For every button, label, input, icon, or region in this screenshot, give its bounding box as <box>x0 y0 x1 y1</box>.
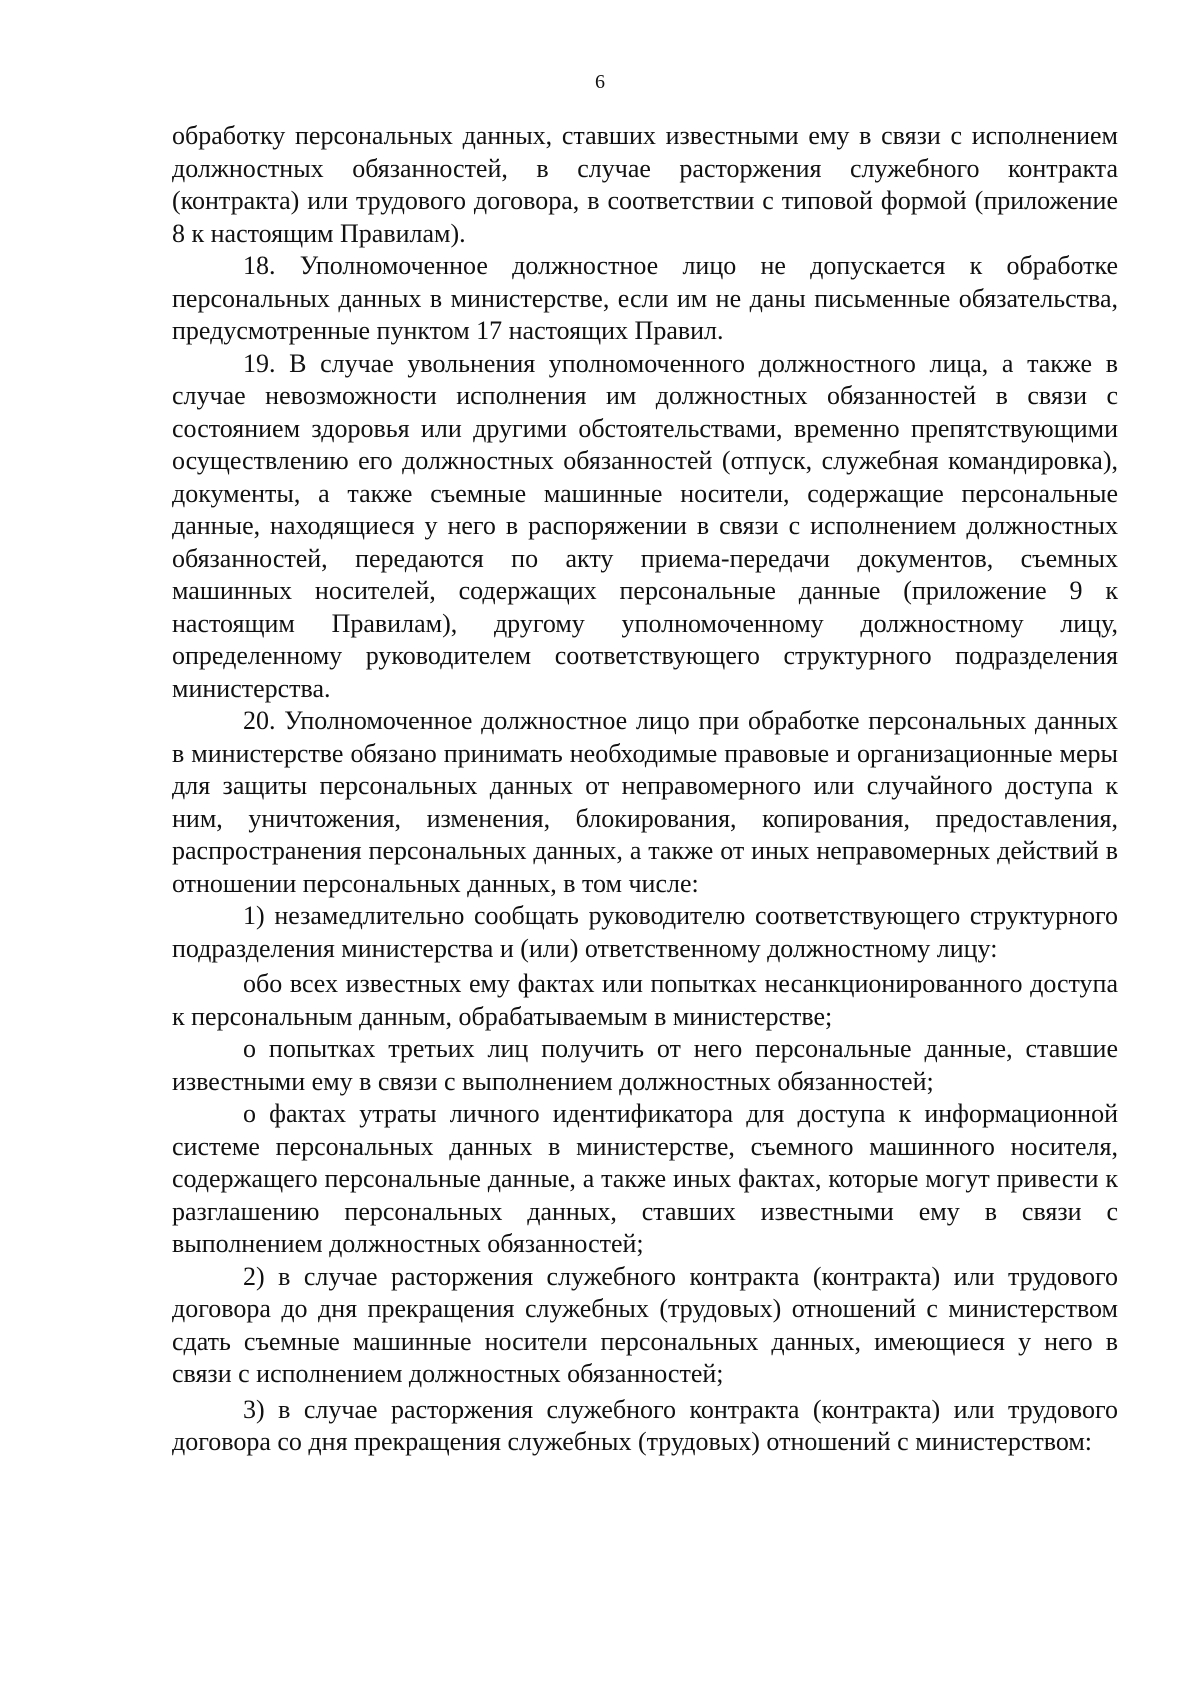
subitem-1: 1) незамедлительно сообщать руководителю соответствующего структурного подразделения министерства и (или) ответственному должностному лицу: <box>172 901 1118 963</box>
document-body <box>172 120 1118 1459</box>
page-number: 6 <box>595 71 605 93</box>
paragraph-item-19: 19. В случае увольнения уполномоченного должностного лица, а также в случае невозможности исполнения им должностных обязанностей в связи с состоянием здоровья или другими обстоятельствами, временно препятствующими осуществлению его должностных обязанностей (отпуск, служебная командировка), документы, а также съемные машинные носители, содержащие персональные данные, находящиеся у него в распоряжении в связи с исполнением должностных обязанностей, передаются по акту приема-передачи документов, съемных машинных носителей, содержащих персональные данные (приложение 9 к настоящим Правилам), другому уполномоченному должностному лицу, определенному руководителем соответствующего структурного подразделения министерства. <box>172 348 1118 703</box>
subitem-1-clause-unauthorized-access: обо всех известных ему фактах или попытках несанкционированного доступа к персональным данным, обрабатываемым в министерстве; <box>172 969 1118 1031</box>
subitem-3: 3) в случае расторжения служебного контракта (контракта) или трудового договора со дня прекращения служебных (трудовых) отношений с министерством: <box>172 1394 1118 1456</box>
subitem-2: 2) в случае расторжения служебного контракта (контракта) или трудового договора до дня прекращения служебных (трудовых) отношений с министерством сдать съемные машинные носители персональных данных, имеющиеся у него в связи с исполнением должностных обязанностей; <box>172 1261 1118 1388</box>
subitem-1-clause-loss-of-identifier: о фактах утраты личного идентификатора для доступа к информационной системе персональных данных в министерстве, съемного машинного носителя, содержащего персональные данные, а также иных фактах, которые могут привести к разглашению персональных данных, ставших известными ему в связи с выполнением должностных обязанностей; <box>172 1099 1118 1258</box>
paragraph-continuation: обработку персональных данных, ставших известными ему в связи с исполнением должностных обязанностей, в случае расторжения служебного контракта (контракта) или трудового договора, в соответствии с типовой формой (приложение 8 к настоящим Правилам). <box>172 121 1118 248</box>
paragraph-item-20: 20. Уполномоченное должностное лицо при обработке персональных данных в министерстве обязано принимать необходимые правовые и организационные меры для защиты персональных данных от неправомерного или случайного доступа к ним, уничтожения, изменения, блокирования, копирования, предоставления, распространения персональных данных, а также от иных неправомерных действий в отношении персональных данных, в том числе: <box>172 706 1118 898</box>
paragraph-item-18: 18. Уполномоченное должностное лицо не допускается к обработке персональных данных в министерстве, если им не даны письменные обязательства, предусмотренные пунктом 17 настоящих Правил. <box>172 251 1118 345</box>
subitem-1-clause-third-parties: о попытках третьих лиц получить от него персональные данные, ставшие известными ему в связи с выполнением должностных обязанностей; <box>172 1034 1118 1096</box>
